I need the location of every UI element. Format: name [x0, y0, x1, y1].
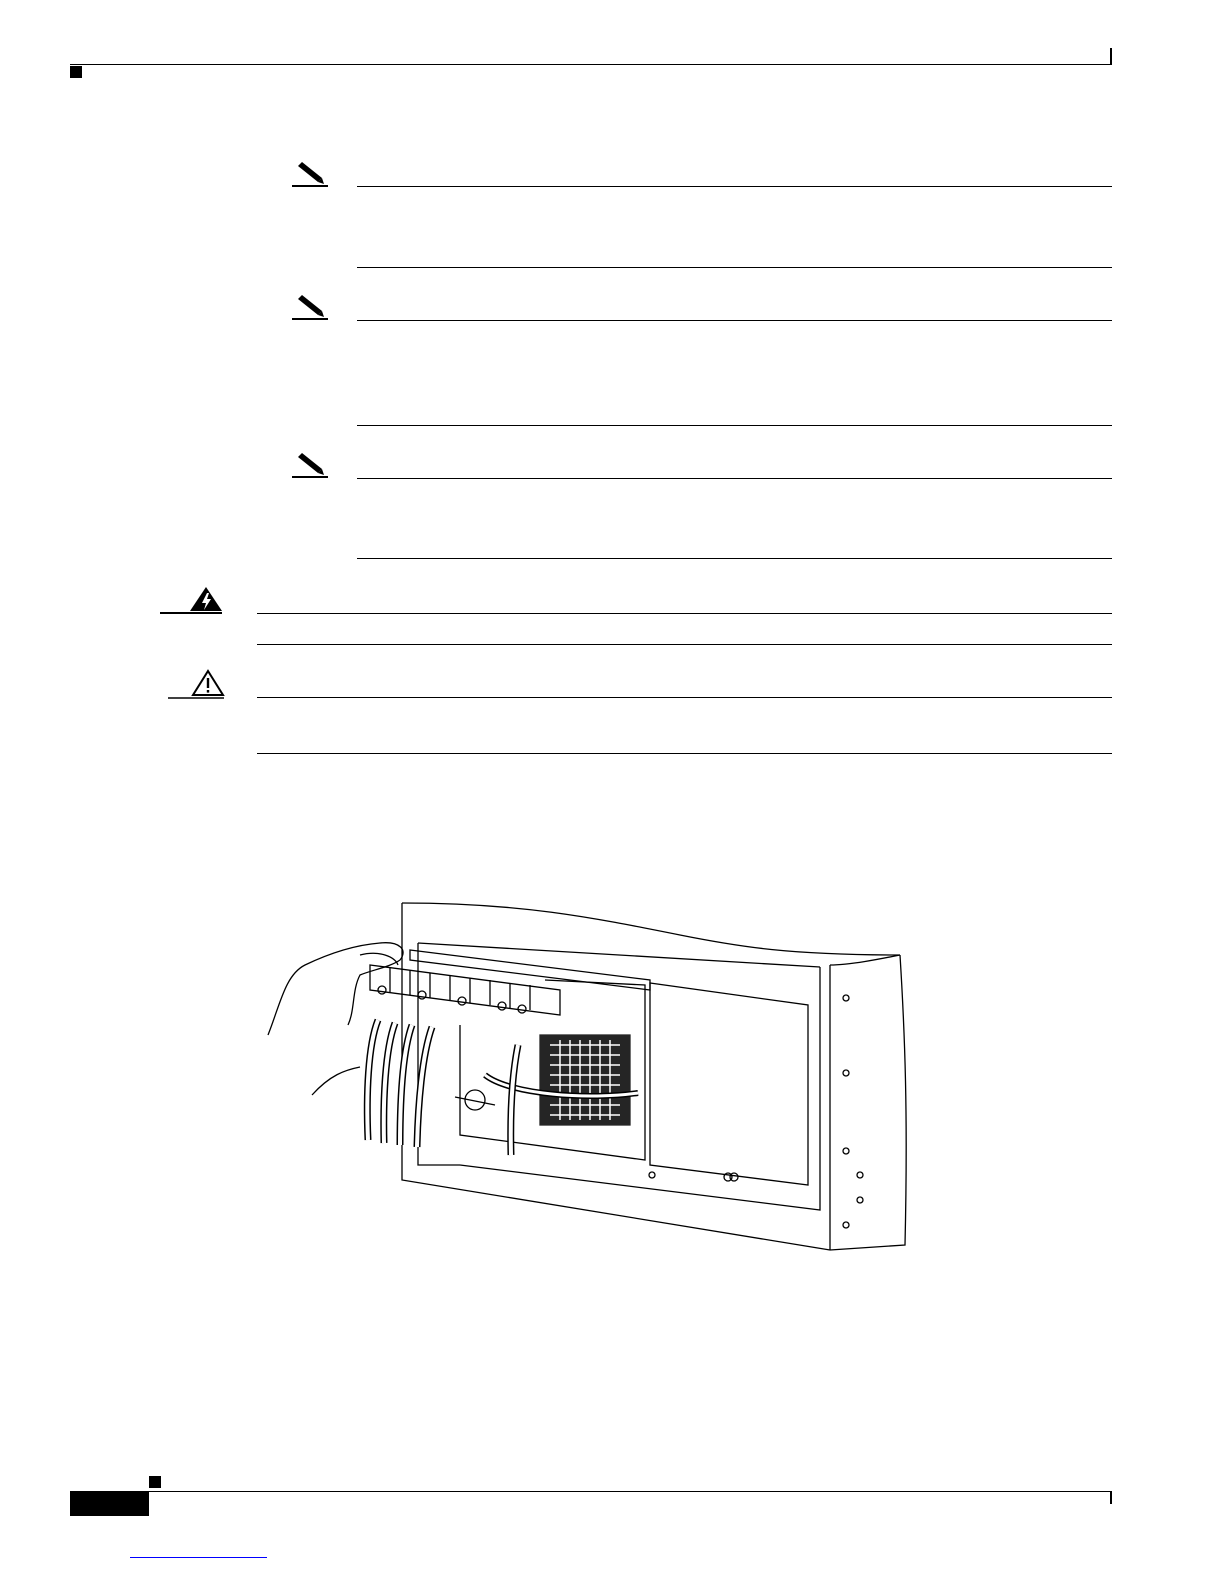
note-2-bottom-rule	[357, 425, 1112, 426]
power-supply-cable-connection-illustration	[260, 895, 920, 1260]
footer-square-marker	[149, 1476, 161, 1488]
note-3-top-rule	[357, 478, 1112, 479]
note-1-top-rule	[357, 186, 1112, 187]
note-pencil-icon	[290, 451, 330, 479]
note-2-top-rule	[357, 320, 1112, 321]
caution-exclamation-icon	[168, 668, 228, 700]
footer-right-tick	[1110, 1492, 1112, 1504]
footer-page-tab	[70, 1492, 149, 1516]
caution-top-rule	[257, 697, 1112, 698]
footer-rule	[70, 1491, 1112, 1492]
note-pencil-icon	[290, 160, 330, 188]
warning-top-rule	[257, 613, 1112, 614]
note-3-bottom-rule	[357, 558, 1112, 559]
note-pencil-icon	[290, 293, 330, 321]
header-tick	[1110, 48, 1112, 64]
header-rule	[70, 64, 1112, 65]
warning-lightning-icon	[160, 585, 226, 615]
note-1-bottom-rule	[357, 267, 1112, 268]
warning-bottom-rule	[257, 644, 1112, 645]
footer-link-underline[interactable]	[130, 1557, 267, 1558]
header-square-marker	[70, 66, 82, 78]
caution-bottom-rule	[257, 753, 1112, 754]
